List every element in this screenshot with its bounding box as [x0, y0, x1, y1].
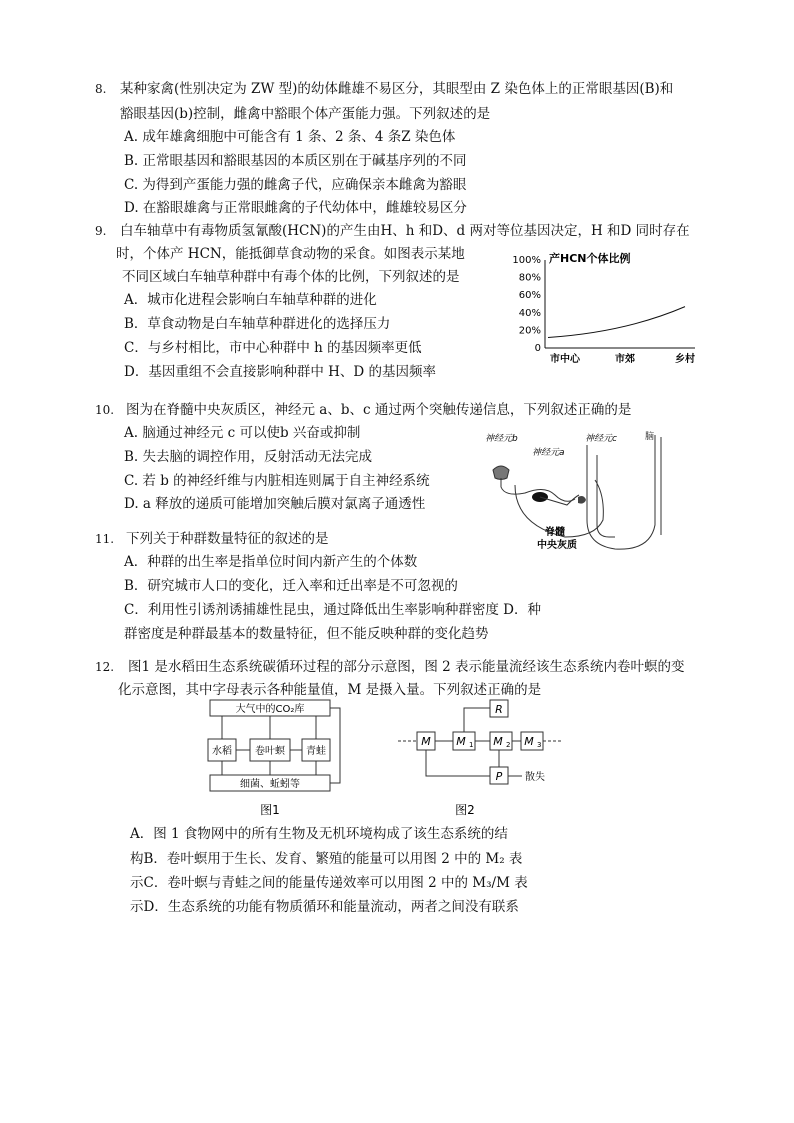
q10-stem: 图为在脊髓中央灰质区，神经元 a、b、c 通过两个突触传递信息，下列叙述正确的是: [126, 402, 632, 418]
y-tick-label: 0: [534, 343, 541, 354]
q11-stem-text: 下列关于种群数量特征的叙述: [126, 531, 302, 547]
figure-1-carbon-cycle: [200, 697, 355, 820]
q8-stem-line2: [120, 105, 490, 130]
q9-stem-line1: 白车轴草中有毒物质氢氰酸(HCN)的产生由H、h 和D、d 两对等位基因决定，H 和D 同时存在: [120, 223, 690, 239]
q10-number: 10.: [95, 403, 115, 417]
m2-label: M: [493, 735, 503, 748]
q11-stem-tail: 的是: [301, 531, 329, 547]
series-line: [548, 307, 685, 338]
y-tick-label: 80%: [518, 272, 541, 284]
decomposer-label: 细菌、蚯蚓等: [240, 779, 300, 790]
q9-option-c: C．与乡村相比，市中心种群中 h 的基因频率更低: [124, 340, 422, 356]
q8-stem-tail: 的是: [463, 106, 491, 122]
q11-option-d: 群密度是种群最基本的数量特征，但不能反映种群的变化趋势: [124, 626, 489, 642]
figure-2-energy-flow: [395, 697, 570, 820]
m3-subscript: 3: [537, 741, 542, 749]
receptor-icon: [493, 466, 509, 480]
co2-pool-label: 大气中的CO₂库: [235, 704, 305, 715]
q8-stem-line1: 某种家禽(性别决定为 ZW 型)的幼体雌雄不易区分，其眼型由 Z 染色体上的正常眼基因(B)和: [120, 81, 674, 97]
hcn-chart: [505, 245, 705, 370]
arrow-m1-r: [464, 708, 490, 732]
q8-option-d: D. 在豁眼雄禽与正常眼雌禽的子代幼体中，雌雄较易区分: [124, 200, 467, 216]
q9-stem-line3: [122, 268, 460, 286]
m3-label: M: [524, 735, 534, 748]
label-neuron-a: 神经元a: [532, 448, 565, 458]
q8-option-a: A. 成年雄禽细胞中可能含有 1 条、2 条、4 条Z 染色体: [124, 129, 456, 145]
m2-subscript: 2: [506, 741, 511, 749]
q8-stem-text: 豁眼基因(b)控制，雌禽中豁眼个体产蛋能力强。下列叙述: [120, 106, 464, 122]
q12-option-d: 示D．生态系统的功能有物质循环和能量流动，两者之间没有联系: [130, 899, 519, 915]
y-tick-label: 20%: [518, 325, 541, 337]
q11-option-c: C．利用性引诱剂诱捕雄性昆虫，通过降低出生率影响种群密度 D．种: [124, 602, 541, 618]
p-label: P: [495, 770, 503, 783]
label-neuron-c: 神经元c: [585, 434, 617, 444]
q10-option-a: A. 脑通过神经元 c 可以使b 兴奋或抑制: [124, 425, 361, 441]
q9-option-b: B．草食动物是白车轴草种群进化的选择压力: [124, 316, 391, 332]
y-tick-label: 40%: [518, 307, 541, 319]
q12-option-c: 示C．卷叶螟与青蛙之间的能量传递效率可以用图 2 中的 M₃/M 表: [130, 875, 528, 891]
q8-number: 8.: [95, 82, 107, 96]
q9-stem-text: 不同区域白车轴草种群中有毒个体的比例，下列叙述: [122, 269, 433, 285]
frog-label: 青蛙: [306, 746, 326, 757]
x-tick-label: 乡村: [675, 354, 695, 365]
q12-stem-line1: 图1 是水稻田生态系统碳循环过程的部分示意图，图 2 表示能量流经该生态系统内卷叶螟的变: [128, 659, 685, 675]
q11-stem: [126, 530, 329, 548]
q12-number: 12.: [95, 660, 115, 674]
figure-2-caption: 图2: [455, 803, 475, 817]
q8-option-b: B. 正常眼基因和豁眼基因的本质区别在于碱基序列的不同: [124, 153, 467, 169]
y-tick-label: 60%: [518, 290, 541, 302]
q10-option-d: D. a 释放的递质可能增加突触后膜对氯离子通透性: [124, 496, 426, 512]
q11-option-b: B．研究城市人口的变化，迁入率和迁出率是不可忽视的: [124, 578, 458, 594]
q11-option-a: A．种群的出生率是指单位时间内新产生的个体数: [124, 554, 418, 570]
x-tick-label: 市中心: [550, 354, 580, 365]
q9-stem-tail: 的是: [432, 269, 460, 285]
q9-option-a: A．城市化进程会影响白车轴草种群的进化: [124, 292, 377, 308]
label-central-gray: 中央灰质: [537, 540, 577, 551]
q10-option-c: C. 若 b 的神经纤维与内脏相连则属于自主神经系统: [124, 473, 430, 489]
arrow-decomp-co2: [330, 708, 340, 783]
q9-stem-line2: 时，个体产 HCN，能抵御草食动物的采食。如图表示某地: [116, 246, 465, 262]
q12-option-b: 构B．卷叶螟用于生长、发育、繁殖的能量可以用图 2 中的 M₂ 表: [130, 851, 523, 867]
label-brain: 脑: [645, 432, 655, 442]
y-tick-label: 100%: [512, 255, 541, 266]
loss-label: 散失: [525, 772, 545, 783]
q10-option-b: B. 失去脑的调控作用，反射活动无法完成: [124, 449, 373, 465]
x-tick-label: 市郊: [615, 354, 635, 365]
q12-stem-line2: 化示意图，其中字母表示各种能量值，M 是摄入量。下列叙述正确的是: [118, 682, 542, 698]
rice-label: 水稻: [212, 746, 232, 757]
synapse-icon: [578, 496, 586, 504]
q9-number: 9.: [95, 224, 107, 238]
q9-option-d: D．基因重组不会直接影响种群中 H、D 的基因频率: [124, 364, 437, 380]
borer-label: 卷叶螟: [255, 746, 285, 757]
figure-1-caption: 图1: [260, 803, 280, 817]
q8-option-c: C. 为得到产蛋能力强的雌禽子代，应确保亲本雌禽为豁眼: [124, 177, 467, 193]
m-label: M: [421, 735, 431, 748]
chart-title: 产HCN个体比例: [549, 252, 631, 265]
q12-option-a: A．图 1 食物网中的所有生物及无机环境构成了该生态系统的结: [130, 826, 508, 842]
spinal-cord-figure: [475, 425, 690, 555]
q11-number: 11.: [95, 532, 115, 546]
m1-subscript: 1: [469, 741, 474, 749]
arrow-m-p: [426, 750, 490, 776]
m1-label: M: [456, 735, 466, 748]
label-spinal-cord: 脊髓: [545, 527, 565, 538]
label-neuron-b: 神经元b: [485, 434, 518, 444]
r-label: R: [495, 703, 503, 716]
